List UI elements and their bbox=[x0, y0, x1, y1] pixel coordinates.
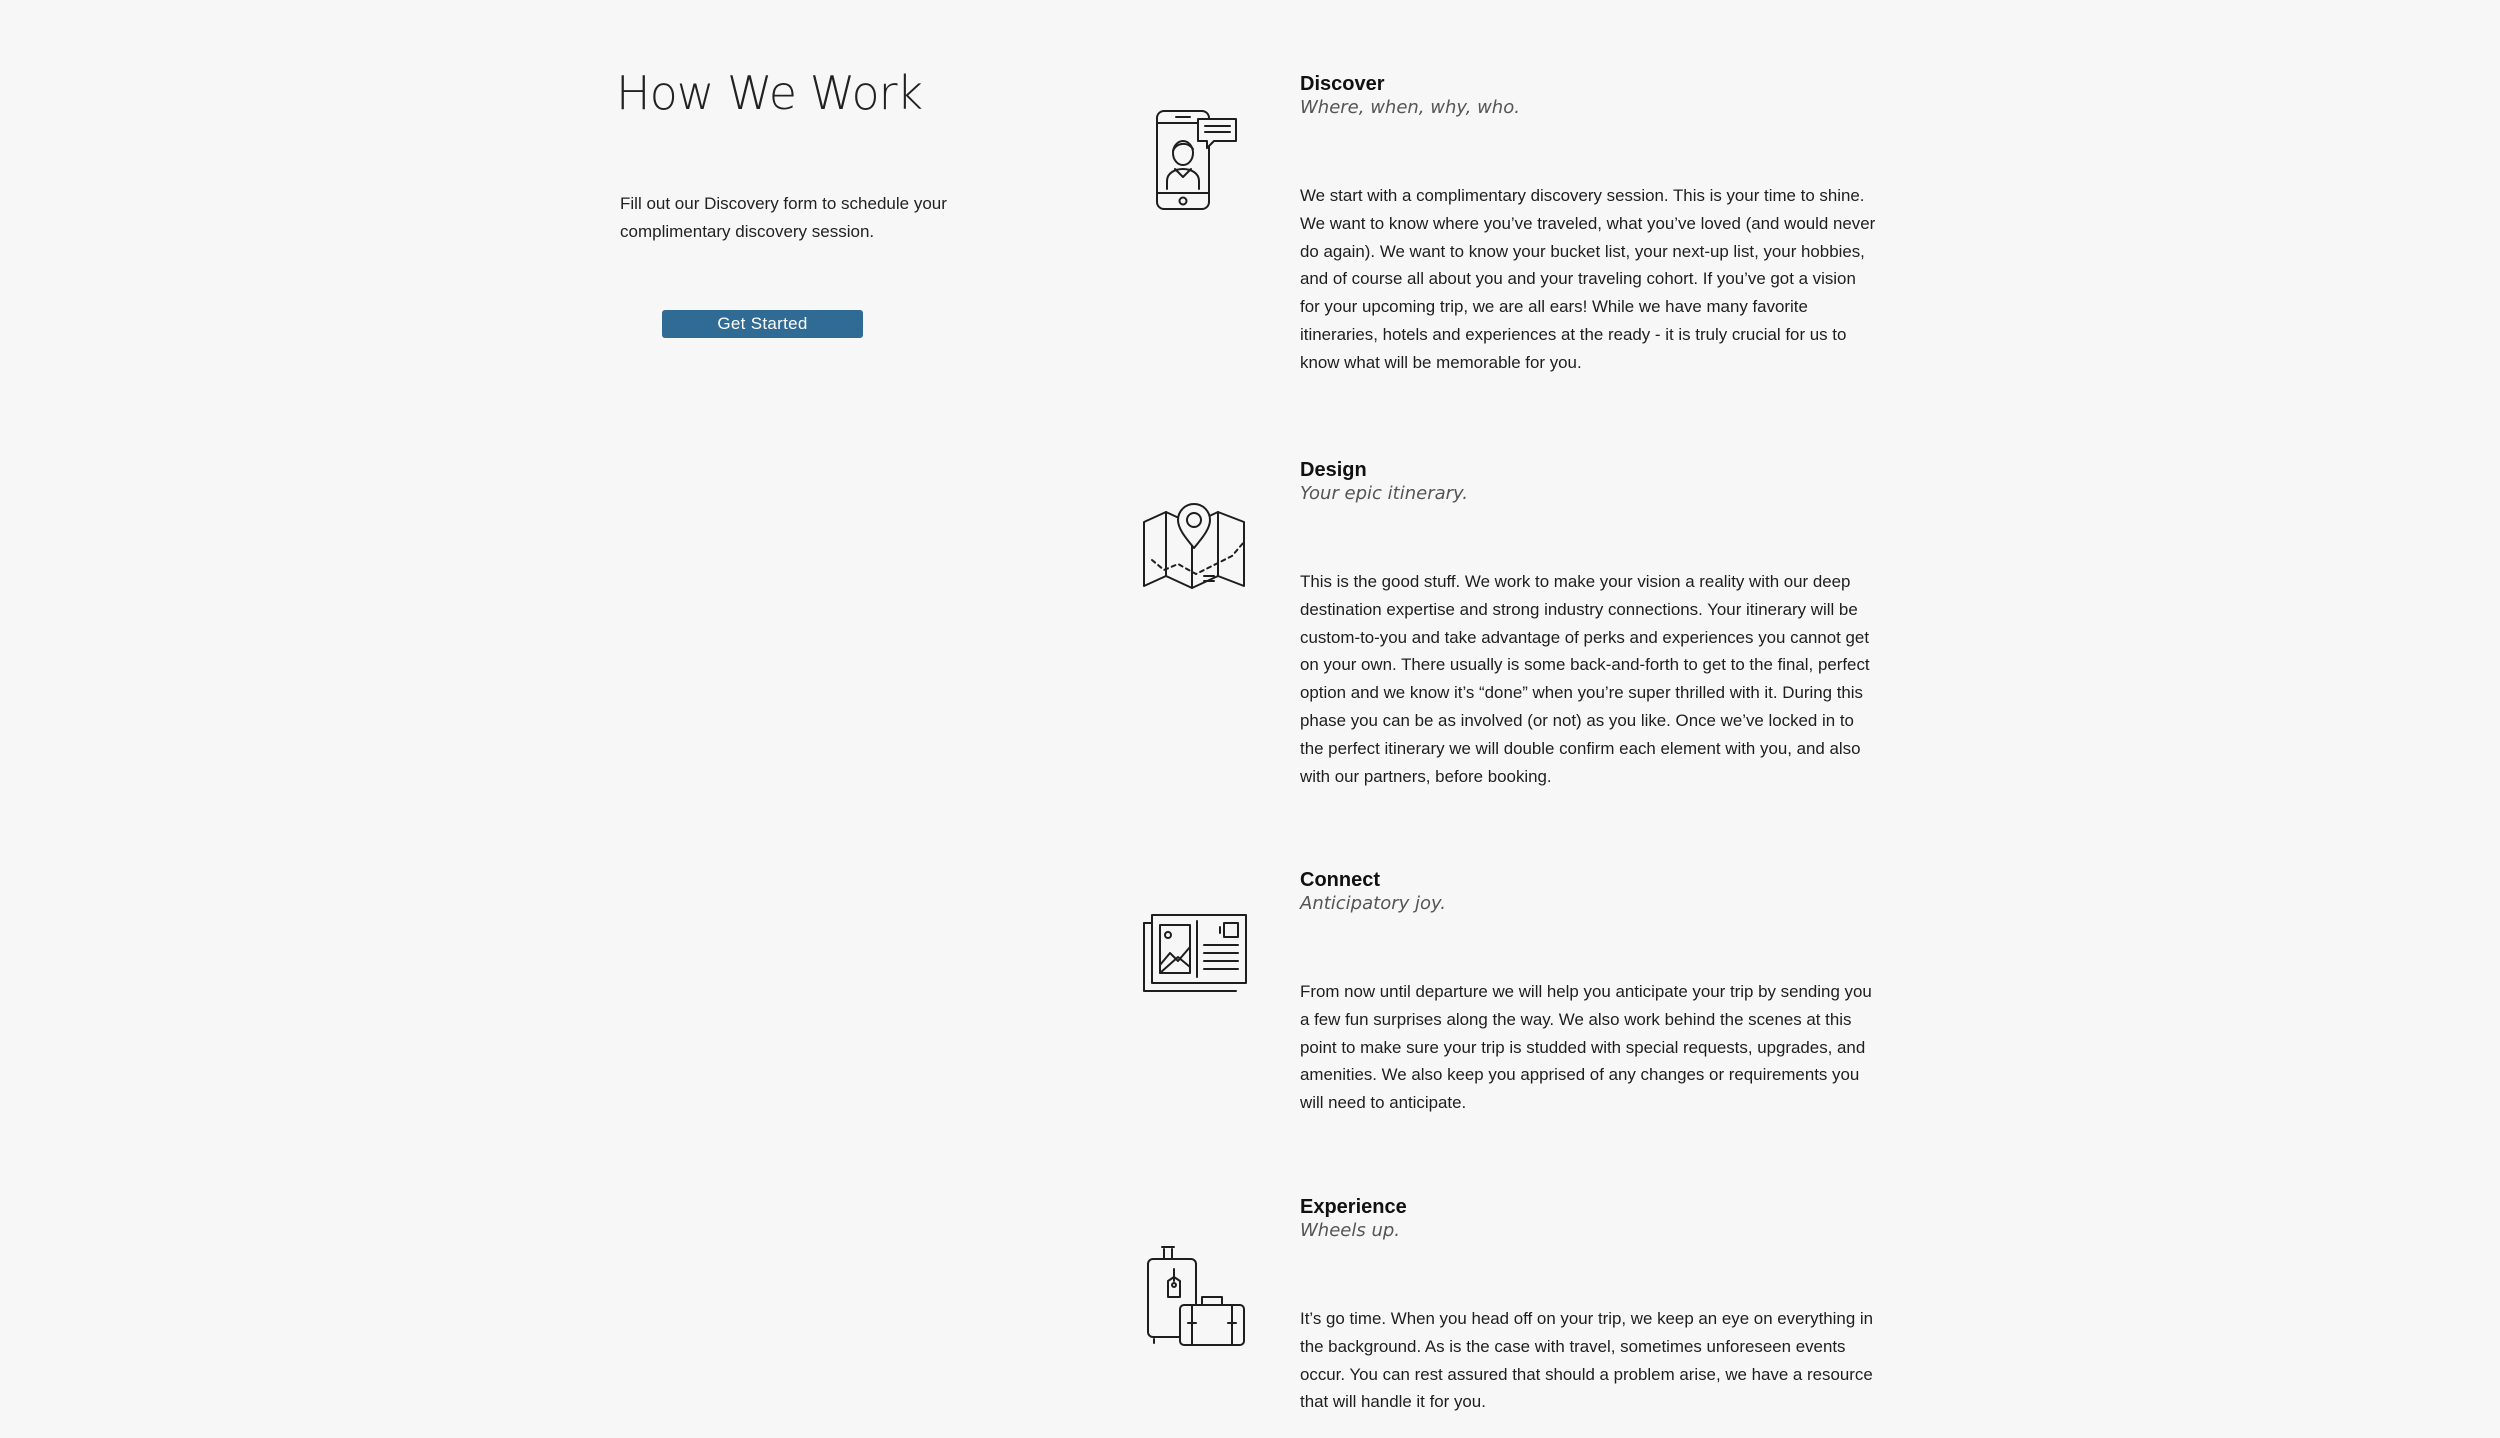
get-started-button[interactable]: Get Started bbox=[662, 310, 863, 338]
step-text bbox=[1300, 868, 1880, 1117]
step-text bbox=[1300, 1195, 1880, 1416]
map-pin-icon bbox=[1140, 490, 1250, 600]
step-body: This is the good stuff. We work to make your vision a reality with our deep destination expertise and strong industry connections. Your itinerary will be custom-to-you and take advantage of perks and experiences you cannot get on your own. There usually is some back-and-forth to get to the final, perfect option and we know it’s “done” when you’re super thrilled with it. During this phase you can be as involved (or not) as you like. Once we’ve locked in to the perfect itinerary we will double confirm each element with you, and also with our partners, before booking. bbox=[1300, 572, 1870, 786]
step-body: It’s go time. When you head off on your trip, we keep an eye on everything in the background. As is the case with travel, sometimes unforeseen events occur. You can rest assured that should a problem arise, we have a resource that will handle it for you. bbox=[1300, 1309, 1874, 1412]
page-title: How We Work bbox=[616, 66, 923, 120]
step-subtitle: Anticipatory joy. bbox=[1300, 893, 1446, 914]
step-title: Discover bbox=[1300, 73, 1385, 95]
step-text bbox=[1300, 458, 1880, 790]
step-body: From now until departure we will help you anticipate your trip by sending you a few fun surprises along the way. We also work behind the scenes at this point to make sure your trip is studded with special requests, upgrades, and amenities. We also keep you apprised of any changes or requirements you will need to anticipate. bbox=[1300, 982, 1872, 1113]
step-title: Experience bbox=[1300, 1196, 1407, 1218]
luggage-icon bbox=[1140, 1239, 1250, 1349]
step-title: Design bbox=[1300, 459, 1367, 481]
step-body: We start with a complimentary discovery session. This is your time to shine. We want to know where you’ve traveled, what you’ve loved (and would never do again). We want to know your bucket list, your next-up list, your hobbies, and of course all about you and your traveling cohort. If you’ve got a vision for your upcoming trip, we are all ears! While we have many favorite itineraries, hotels and experiences at the ready - it is truly crucial for us to know what will be memorable for you. bbox=[1300, 186, 1876, 372]
step-subtitle: Your epic itinerary. bbox=[1300, 483, 1469, 504]
smartphone-chat-icon bbox=[1140, 105, 1250, 215]
postcard-icon bbox=[1140, 901, 1250, 1011]
step-subtitle: Where, when, why, who. bbox=[1300, 97, 1520, 118]
step-subtitle: Wheels up. bbox=[1300, 1220, 1401, 1241]
step-text bbox=[1300, 72, 1880, 377]
intro-text: Fill out our Discovery form to schedule your complimentary discovery session. bbox=[620, 194, 947, 241]
step-title: Connect bbox=[1300, 869, 1380, 891]
